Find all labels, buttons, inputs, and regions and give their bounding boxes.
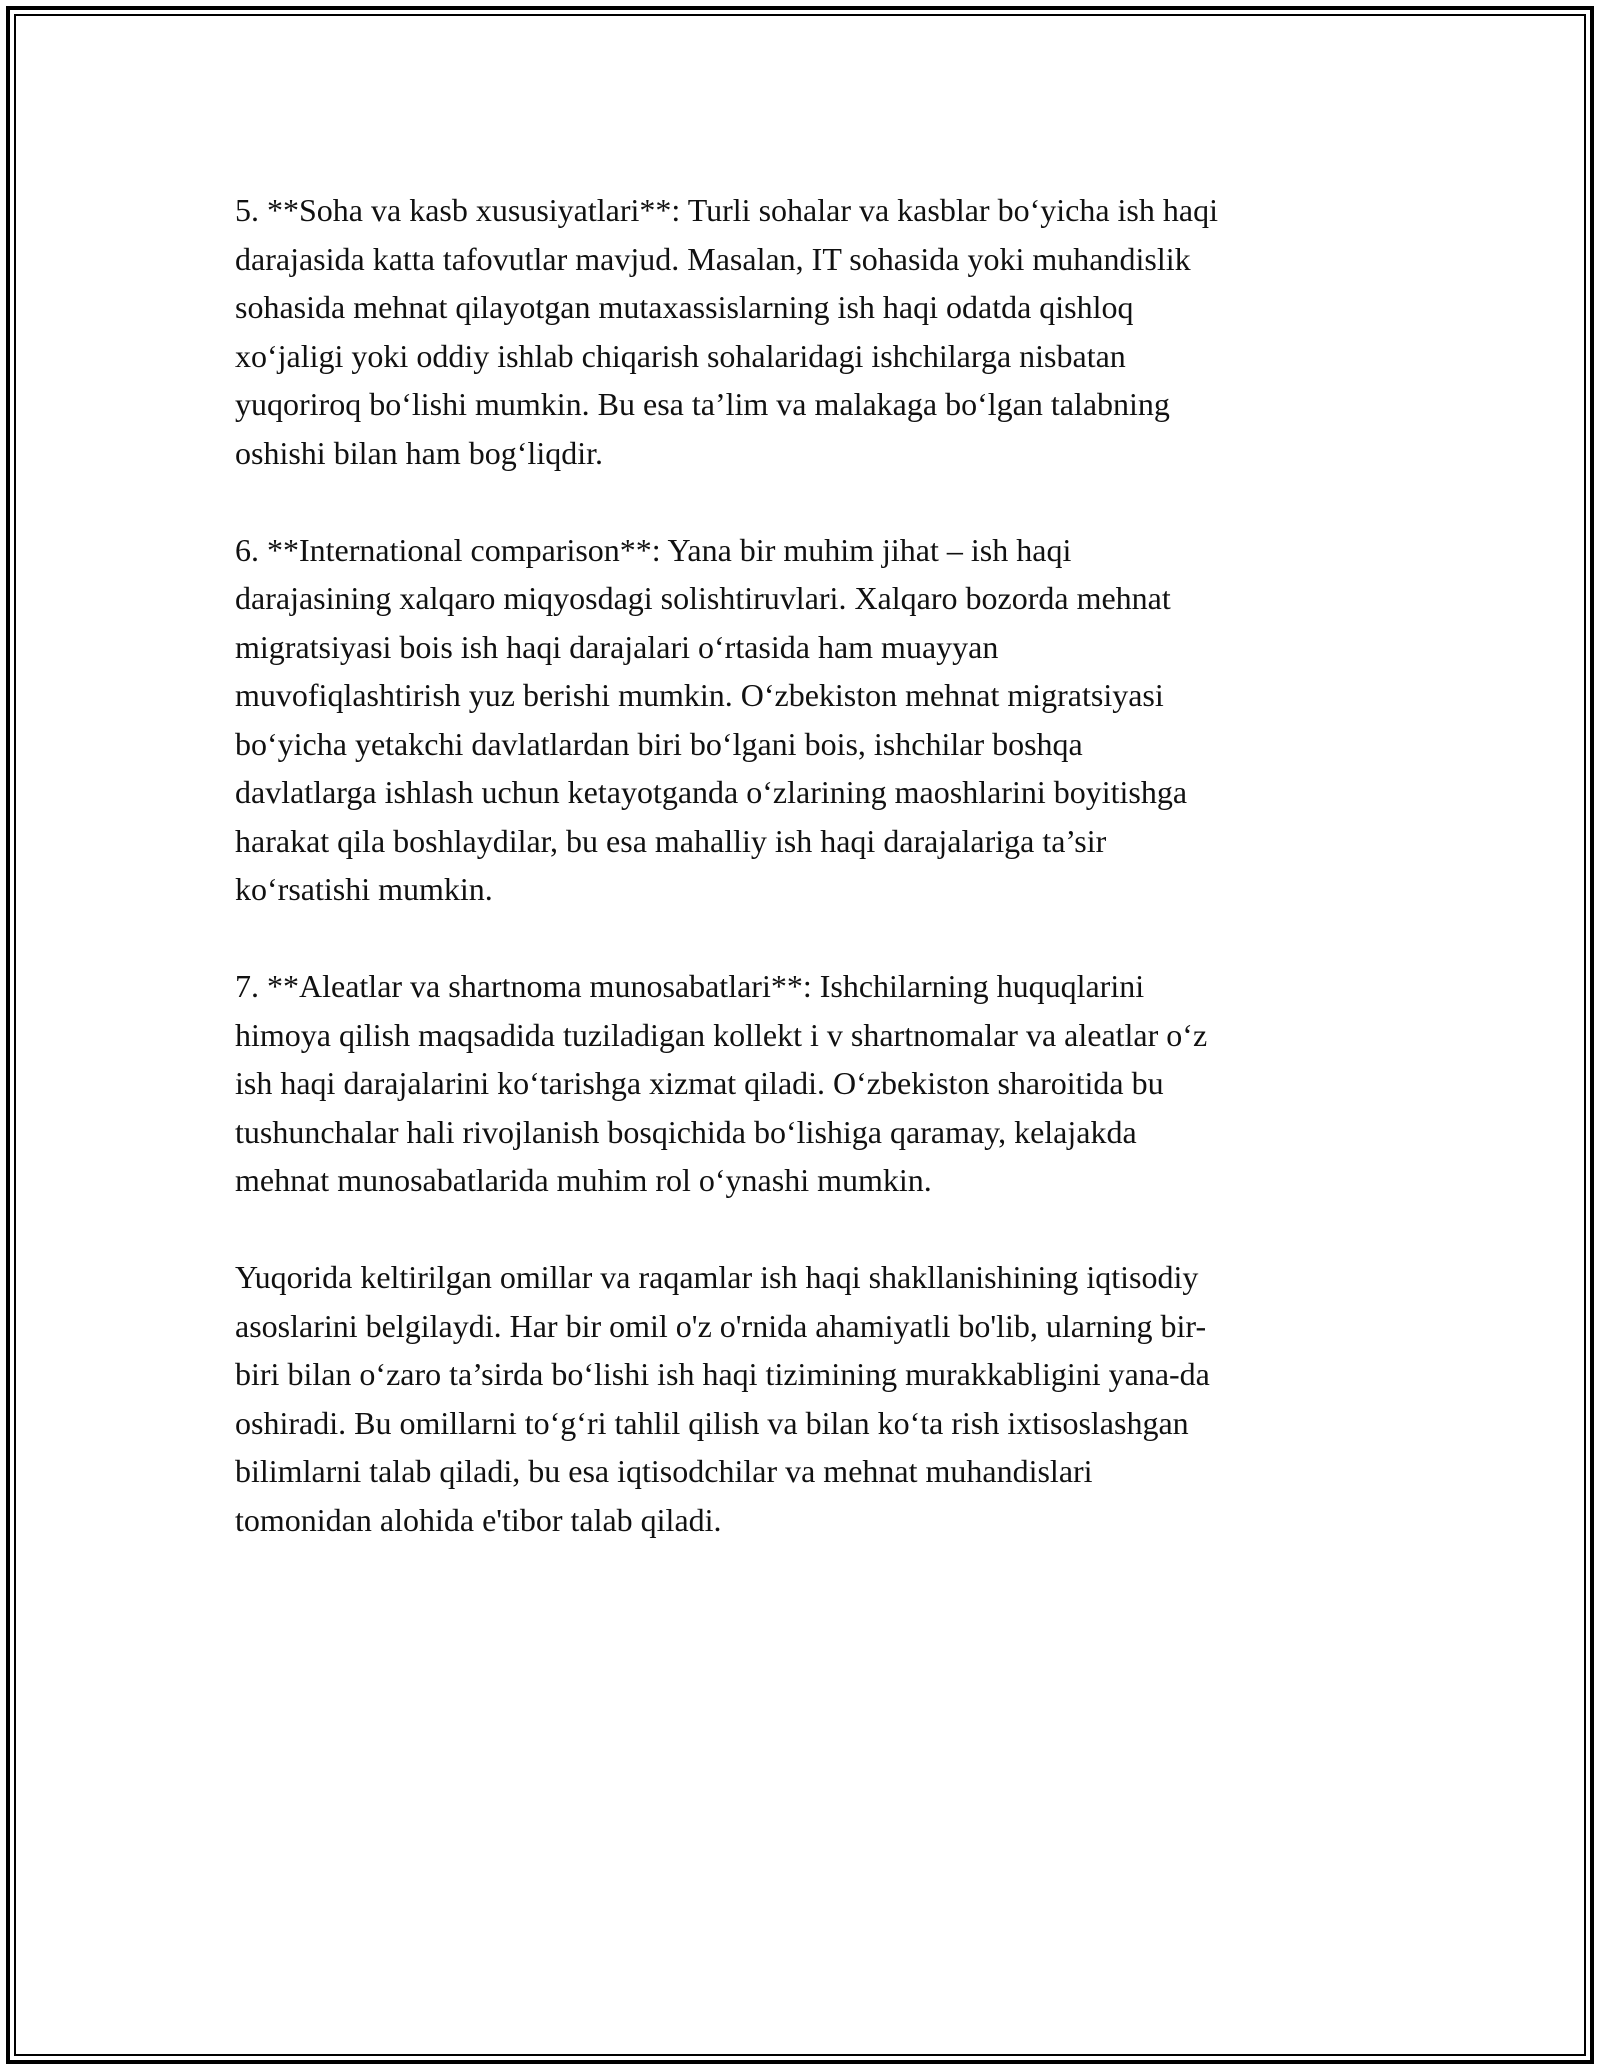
text-line: 6. **International comparison**: Yana bir muhim jihat – ish haqi	[235, 531, 1072, 568]
text-line: ko‘rsatishi mumkin.	[235, 871, 493, 907]
text-line: asoslarini belgilaydi. Har bir omil o'z o'rnida ahamiyatli bo'lib, ularning bir-	[235, 1307, 1207, 1344]
text-line: harakat qila boshlaydilar, bu esa mahalliy ish haqi darajalariga ta’sir	[235, 822, 1107, 859]
text-line: darajasida katta tafovutlar mavjud. Masalan, IT sohasida yoki muhandislik	[235, 240, 1191, 277]
text-line: oshiradi. Bu omillarni to‘g‘ri tahlil qilish va bilan ko‘ta rish ixtisoslashgan	[235, 1404, 1189, 1441]
text-line: xo‘jaligi yoki oddiy ishlab chiqarish sohalaridagi ishchilarga nisbatan	[235, 337, 1126, 374]
text-line: 5. **Soha va kasb xususiyatlari**: Turli sohalar va kasblar bo‘yicha ish haqi	[235, 192, 1218, 228]
text-line: migratsiyasi bois ish haqi darajalari o‘rtasida ham muayyan	[235, 628, 999, 665]
text-line: bo‘yicha yetakchi davlatlardan biri bo‘lgani bois, ishchilar boshqa	[235, 725, 1083, 762]
text-line: tomonidan alohida e'tibor talab qiladi.	[235, 1501, 722, 1538]
document-body	[235, 186, 1365, 1593]
text-line: oshishi bilan ham bog‘liqdir.	[235, 434, 603, 471]
text-line: Yuqorida keltirilgan omillar va raqamlar ish haqi shakllanishining iqtisodiy	[235, 1259, 1199, 1295]
text-line: sohasida mehnat qilayotgan mutaxassislarning ish haqi odatda qishloq	[235, 289, 1134, 325]
paragraph-international-comparison	[235, 526, 1365, 914]
text-line: tushunchalar hali rivojlanish bosqichida bo‘lishiga qaramay, kelajakda	[235, 1113, 1137, 1150]
paragraph-soha-va-kasb	[235, 186, 1365, 477]
text-line: 7. **Aleatlar va shartnoma munosabatlari**: Ishchilarning huquqlarini	[235, 968, 1145, 1004]
text-line: yuqoriroq bo‘lishi mumkin. Bu esa ta’lim va malakaga bo‘lgan talabning	[235, 386, 1170, 422]
text-line: bilimlarni talab qiladi, bu esa iqtisodchilar va mehnat muhandislari	[235, 1453, 1093, 1489]
text-line: ish haqi darajalarini ko‘tarishga xizmat qiladi. O‘zbekiston sharoitida bu	[235, 1065, 1164, 1101]
text-line: biri bilan o‘zaro ta’sirda bo‘lishi ish haqi tizimining murakkabligini yana-da	[235, 1356, 1210, 1392]
text-line: darajasining xalqaro miqyosdagi solishtiruvlari. Xalqaro bozorda mehnat	[235, 580, 1171, 616]
text-line: muvofiqlashtirish yuz berishi mumkin. O‘zbekiston mehnat migratsiyasi	[235, 677, 1164, 713]
paragraph-conclusion	[235, 1253, 1365, 1544]
paragraph-aleatlar-va-shartnoma	[235, 962, 1365, 1205]
text-line: davlatlarga ishlash uchun ketayotganda o‘zlarining maoshlarini boyitishga	[235, 774, 1188, 810]
text-line: himoya qilish maqsadida tuziladigan kollekt i v shartnomalar va aleatlar o‘z	[235, 1016, 1208, 1053]
text-line: mehnat munosabatlarida muhim rol o‘ynashi mumkin.	[235, 1162, 932, 1198]
